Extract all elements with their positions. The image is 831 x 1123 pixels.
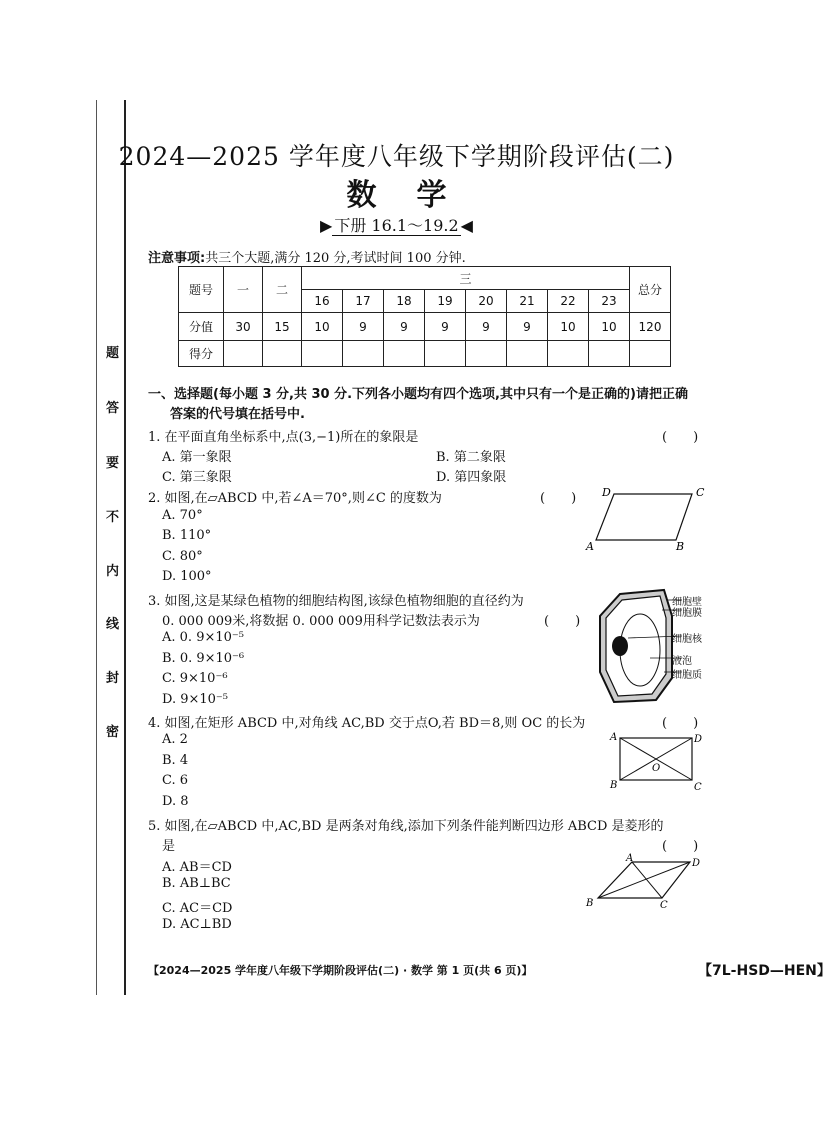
parallelogram [596, 494, 692, 540]
option: D. 9×10⁻⁵ [162, 692, 229, 707]
margin-char: 内 [106, 564, 120, 579]
cell-value: 9 [466, 313, 507, 341]
option: C. 6 [162, 773, 189, 788]
page-footer [148, 962, 831, 979]
vertex-D: D [694, 734, 703, 745]
cell-nucleus [612, 636, 628, 656]
vertex-B: B [586, 898, 594, 909]
cell-value: 9 [507, 313, 548, 341]
option: B. 0. 9×10⁻⁶ [162, 651, 245, 666]
label-cell-nucleus: 细胞核 [672, 634, 702, 645]
score-input-cell[interactable] [466, 341, 507, 367]
label-vacuole: 液泡 [672, 656, 692, 667]
figure-rectangle-q4 [606, 728, 710, 794]
option: A. 2 [162, 732, 188, 747]
cell-value: 15 [263, 313, 302, 341]
cell-sub: 20 [466, 290, 507, 313]
question-5-cont: 是 [162, 839, 176, 854]
option: C. 第三象限 [162, 470, 232, 485]
option: D. AC⊥BD [162, 917, 232, 932]
option: A. AB＝CD [162, 860, 232, 875]
option: C. AC＝CD [162, 901, 233, 916]
cell-value: 10 [548, 313, 589, 341]
margin-char: 要 [106, 456, 120, 471]
option: A. 0. 9×10⁻⁵ [162, 630, 244, 645]
margin-char: 线 [106, 617, 120, 632]
range-text: 下册 16.1～19.2 [334, 216, 459, 235]
section-heading: 一、选择题(每小题 3 分,共 30 分.下列各小题均有四个选项,其中只有一个是正确的)请把正确 [148, 387, 688, 402]
cell-sub: 23 [589, 290, 630, 313]
option: A. 第一象限 [162, 450, 232, 465]
cell-value: 10 [302, 313, 343, 341]
vertex-A: A [610, 732, 618, 743]
answer-paren[interactable]: ( ) [662, 430, 699, 445]
question-4: 4. 如图,在矩形 ABCD 中,对角线 AC,BD 交于点O,若 BD＝8,则 OC 的长为 [148, 716, 586, 731]
score-input-cell[interactable] [507, 341, 548, 367]
cell-value: 9 [343, 313, 384, 341]
option: D. 8 [162, 794, 189, 809]
score-table [178, 266, 671, 367]
question-3: 3. 如图,这是某绿色植物的细胞结构图,该绿色植物细胞的直径约为 [148, 594, 524, 609]
arrow-left-icon: ◀ [460, 216, 473, 235]
vertex-D: D [692, 858, 701, 869]
question-3-cont: 0. 000 009米,将数据 0. 000 009用科学记数法表示为 [162, 614, 480, 629]
score-input-cell[interactable] [630, 341, 671, 367]
notice-label: 注意事项: [148, 251, 206, 266]
label-cell-membrane: 细胞膜 [672, 608, 702, 619]
margin-char: 不 [106, 510, 120, 525]
exam-title: 2024—2025 学年度八年级下学期阶段评估(二) [118, 142, 675, 171]
notice-text: 共三个大题,满分 120 分,考试时间 100 分钟. [205, 251, 466, 266]
option: A. 70° [162, 508, 203, 523]
cell-value: 120 [630, 313, 671, 341]
question-5: 5. 如图,在▱ABCD 中,AC,BD 是两条对角线,添加下列条件能判断四边形 ABCD 是菱形的 [148, 819, 664, 834]
vertex-A: A [586, 540, 594, 553]
score-input-cell[interactable] [224, 341, 263, 367]
answer-paren[interactable]: ( ) [544, 614, 581, 629]
section-heading-cont: 答案的代号填在括号中. [170, 407, 305, 422]
score-input-cell[interactable] [425, 341, 466, 367]
cell-sub: 21 [507, 290, 548, 313]
vertex-B: B [676, 540, 685, 553]
cell-value: 9 [384, 313, 425, 341]
cell-sub: 16 [302, 290, 343, 313]
score-input-cell[interactable] [589, 341, 630, 367]
scope-range [0, 213, 793, 236]
notice [148, 247, 466, 266]
question-2: 2. 如图,在▱ABCD 中,若∠A＝70°,则∠C 的度数为 [148, 491, 442, 506]
cell-sub: 18 [384, 290, 425, 313]
figure-parallelogram-q2 [584, 484, 714, 556]
score-input-cell[interactable] [384, 341, 425, 367]
vertex-C: C [660, 900, 668, 911]
score-input-cell[interactable] [343, 341, 384, 367]
footer-text: 【2024—2025 学年度八年级下学期阶段评估(二) · 数学 第 1 页(共 6 页)】 [148, 964, 533, 977]
cell-sub: 22 [548, 290, 589, 313]
cell-head: 三 [302, 267, 630, 290]
label-cell-wall: 细胞壁 [672, 597, 702, 608]
option: C. 9×10⁻⁶ [162, 671, 228, 686]
paper-code: 【7L-HSD—HEN】 [698, 963, 831, 979]
option: B. AB⊥BC [162, 876, 231, 891]
figure-parallelogram-q5 [582, 852, 706, 910]
label-cytoplasm: 细胞质 [672, 670, 702, 681]
score-input-cell[interactable] [548, 341, 589, 367]
cell-sub: 19 [425, 290, 466, 313]
score-input-cell[interactable] [302, 341, 343, 367]
answer-paren[interactable]: ( ) [540, 491, 577, 506]
answer-paren[interactable]: ( ) [662, 716, 699, 731]
vertex-D: D [602, 486, 611, 499]
answer-paren[interactable]: ( ) [662, 839, 699, 854]
cell-head: 二 [263, 267, 302, 313]
cell-label: 分值 [179, 313, 224, 341]
option: B. 第二象限 [436, 450, 506, 465]
cell-value: 10 [589, 313, 630, 341]
cell-sub: 17 [343, 290, 384, 313]
option: C. 80° [162, 549, 203, 564]
cell-head: 一 [224, 267, 263, 313]
question-1: 1. 在平面直角坐标系中,点(3,−1)所在的象限是 [148, 430, 419, 445]
score-input-cell[interactable] [263, 341, 302, 367]
margin-char: 答 [106, 401, 120, 416]
diagonal-AC [632, 862, 662, 898]
margin-char: 题 [106, 346, 120, 361]
cell-label: 题号 [179, 267, 224, 313]
option: B. 4 [162, 753, 189, 768]
subject-title: 数学 [346, 178, 487, 213]
vertex-B: B [610, 780, 618, 791]
cell-value: 30 [224, 313, 263, 341]
option: D. 100° [162, 569, 212, 584]
cell-head: 总分 [630, 267, 671, 313]
margin-char: 封 [106, 671, 120, 686]
vertex-C: C [694, 782, 702, 793]
arrow-right-icon: ▶ [320, 216, 333, 235]
cell-value: 9 [425, 313, 466, 341]
option: D. 第四象限 [436, 470, 507, 485]
vertex-C: C [696, 486, 705, 499]
point-O: O [652, 763, 661, 774]
margin-char: 密 [106, 725, 120, 740]
option: B. 110° [162, 528, 212, 543]
vertex-A: A [626, 853, 634, 864]
cell-label: 得分 [179, 341, 224, 367]
